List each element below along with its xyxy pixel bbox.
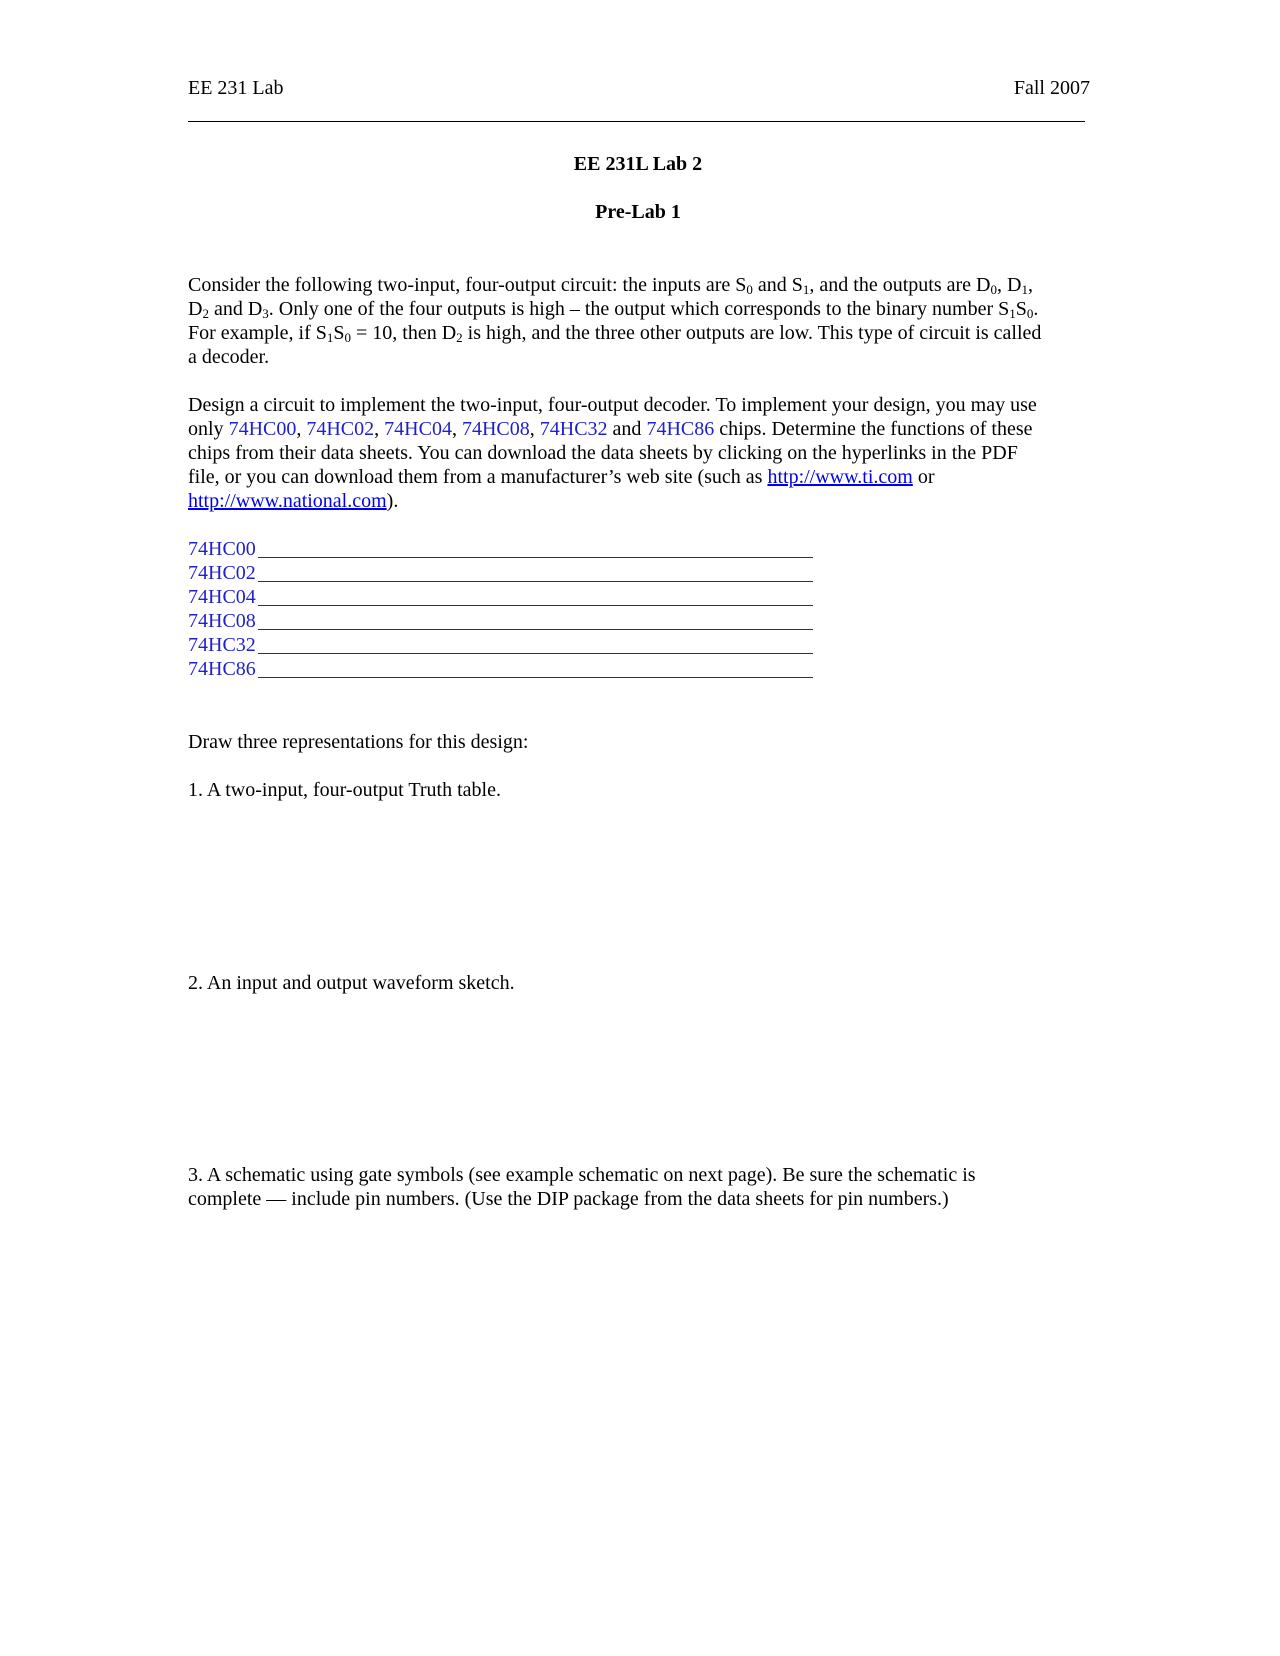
national-link[interactable]: http://www.national.com bbox=[188, 490, 387, 512]
intro-line-1: Consider the following two-input, four-output circuit: the inputs are $S_0$ and $S_1$, and the outputs are $D_0$, $D_1$, bbox=[188, 274, 1033, 297]
design-paragraph bbox=[188, 393, 1088, 513]
answer-blank bbox=[258, 629, 813, 630]
chip-name[interactable]: 74HC86 bbox=[188, 658, 256, 680]
question-schematic bbox=[188, 1163, 1088, 1211]
answer-blank bbox=[258, 653, 813, 654]
chip-ref-74hc02[interactable]: 74HC02 bbox=[306, 418, 375, 440]
chip-row-74hc00 bbox=[188, 537, 813, 561]
chip-name[interactable]: 74HC32 bbox=[188, 634, 256, 656]
chip-row-74hc86 bbox=[188, 657, 813, 681]
design-line-4: file, or you can download them from a manufacturer’s web site (such as http://www.ti.com or bbox=[188, 466, 935, 488]
design-line-5: http://www.national.com). bbox=[188, 490, 399, 512]
page-title: EE 231L Lab 2 bbox=[573, 153, 703, 175]
chip-ref-74hc08[interactable]: 74HC08 bbox=[461, 418, 530, 440]
intro-line-4: a decoder. bbox=[188, 346, 270, 368]
chip-ref-74hc86[interactable]: 74HC86 bbox=[646, 418, 715, 440]
intro-paragraph bbox=[188, 273, 1088, 369]
chip-row-74hc32 bbox=[188, 633, 813, 657]
schematic-line-2: complete — include pin numbers. (Use the DIP package from the data sheets for pin numbers.) bbox=[188, 1188, 949, 1210]
chip-row-74hc04 bbox=[188, 585, 813, 609]
answer-blank bbox=[258, 557, 813, 558]
representations-intro: Draw three representations for this design: bbox=[188, 731, 529, 753]
chip-name[interactable]: 74HC08 bbox=[188, 610, 256, 632]
chip-ref-74hc04[interactable]: 74HC04 bbox=[384, 418, 452, 440]
header-course: EE 231 Lab bbox=[188, 77, 284, 99]
chip-row-74hc02 bbox=[188, 561, 813, 585]
intro-line-3: For example, if $S_1S_0 = 10$, then $D_2$ is high, and the three other outputs are low. This type of circuit is called bbox=[188, 322, 1042, 345]
design-line-1: Design a circuit to implement the two-input, four-output decoder. To implement your design, you may use bbox=[188, 394, 1037, 416]
chip-ref-74hc00[interactable]: 74HC00 bbox=[228, 418, 297, 440]
question-waveform: 2. An input and output waveform sketch. bbox=[188, 972, 515, 994]
question-truth-table: 1. A two-input, four-output Truth table. bbox=[188, 779, 501, 801]
header-divider bbox=[188, 121, 1085, 122]
design-line-2: only 74HC00, 74HC02, 74HC04, 74HC08, 74HC32 and 74HC86 chips. Determine the functions of these bbox=[188, 418, 1033, 440]
intro-line-2: $D_2$ and $D_3$. Only one of the four outputs is high – the output which corresponds to the binary number $S_1S_0$. bbox=[188, 298, 1039, 321]
answer-blank bbox=[258, 677, 813, 678]
answer-blank bbox=[258, 581, 813, 582]
chip-name[interactable]: 74HC02 bbox=[188, 562, 256, 584]
chip-ref-74hc32[interactable]: 74HC32 bbox=[539, 418, 608, 440]
page-subtitle: Pre-Lab 1 bbox=[595, 201, 681, 223]
answer-blank bbox=[258, 605, 813, 606]
chip-function-list bbox=[188, 537, 818, 681]
chip-row-74hc08 bbox=[188, 609, 813, 633]
header-term: Fall 2007 bbox=[1013, 77, 1090, 99]
chip-name[interactable]: 74HC04 bbox=[188, 586, 256, 608]
schematic-line-1: 3. A schematic using gate symbols (see example schematic on next page). Be sure the schematic is bbox=[188, 1164, 976, 1186]
chip-name[interactable]: 74HC00 bbox=[188, 538, 256, 560]
design-line-3: chips from their data sheets. You can download the data sheets by clicking on the hyperlinks in the PDF bbox=[188, 442, 1018, 464]
ti-link[interactable]: http://www.ti.com bbox=[767, 466, 913, 488]
